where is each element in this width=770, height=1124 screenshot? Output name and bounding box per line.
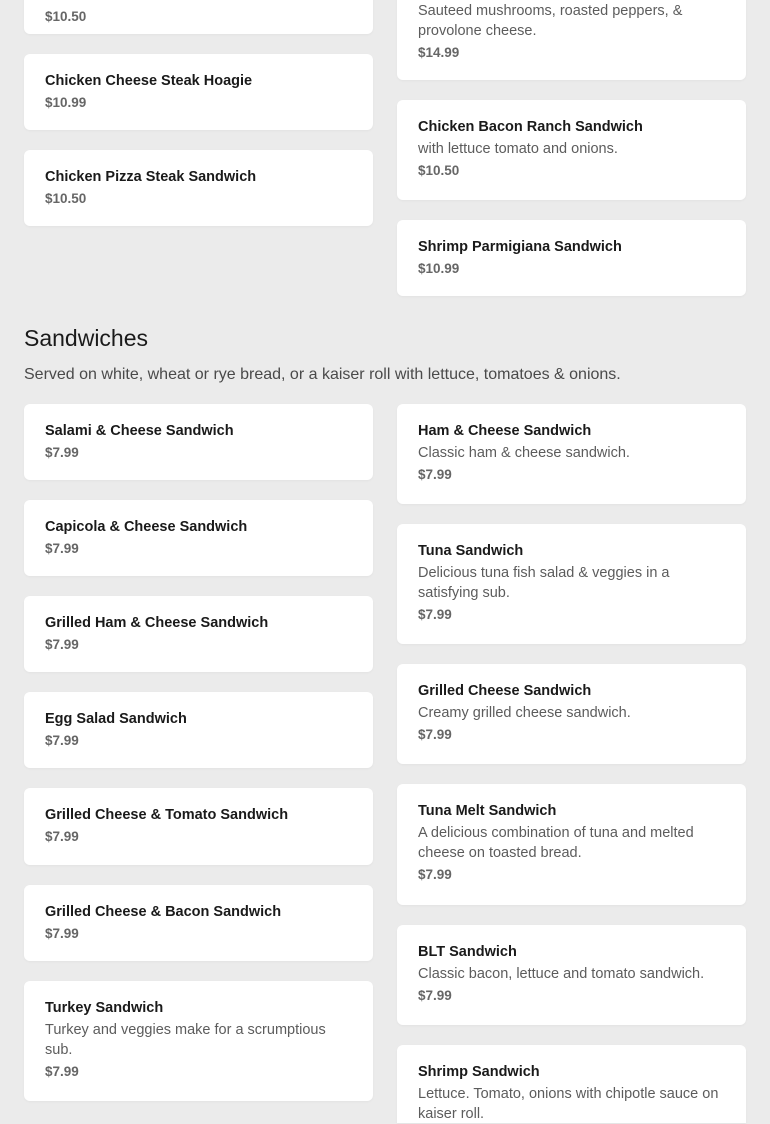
item-price: $7.99 [45, 829, 79, 844]
item-name: Shrimp Sandwich [418, 1064, 540, 1080]
menu-item-card[interactable] [24, 981, 373, 1101]
item-price: $7.99 [45, 541, 79, 556]
item-price: $10.99 [45, 95, 87, 110]
menu-item-card[interactable] [24, 404, 373, 480]
item-price: $7.99 [45, 926, 79, 941]
item-name: Ham & Cheese Sandwich [418, 423, 592, 439]
menu-item-card[interactable] [24, 54, 373, 130]
menu-item-card[interactable] [397, 664, 746, 764]
menu-item-card[interactable] [397, 220, 746, 296]
item-name: Egg Salad Sandwich [45, 711, 187, 727]
item-description: Classic ham & cheese sandwich. [418, 445, 630, 461]
item-name: Tuna Sandwich [418, 543, 524, 559]
menu-item-card[interactable] [397, 404, 746, 504]
item-name: Shrimp Parmigiana Sandwich [418, 239, 622, 255]
item-name: Salami & Cheese Sandwich [45, 423, 234, 439]
menu-item-card[interactable] [24, 150, 373, 226]
item-price: $10.50 [45, 9, 87, 24]
item-price: $7.99 [418, 867, 452, 882]
menu-item-card[interactable] [397, 100, 746, 200]
item-price: $7.99 [45, 1064, 79, 1079]
item-price: $7.99 [45, 637, 79, 652]
item-price: $14.99 [418, 45, 460, 60]
menu-item-card[interactable] [24, 885, 373, 961]
item-price: $7.99 [418, 988, 452, 1003]
menu-item-card[interactable] [397, 0, 746, 80]
item-price: $10.50 [45, 191, 87, 206]
item-name: Grilled Cheese Sandwich [418, 683, 592, 699]
menu-item-card[interactable] [24, 788, 373, 865]
section-title: Sandwiches [24, 325, 149, 351]
item-price: $10.50 [418, 163, 460, 178]
menu-item-card[interactable] [397, 925, 746, 1025]
item-description: A delicious combination of tuna and melted cheese on toasted bread. [418, 825, 694, 861]
item-description: Classic bacon, lettuce and tomato sandwich. [418, 966, 705, 982]
item-name: Turkey Sandwich [45, 1000, 164, 1016]
item-price: $7.99 [418, 727, 452, 742]
item-name: Chicken Pizza Steak Sandwich [45, 169, 257, 185]
menu-item-card[interactable] [397, 524, 746, 644]
item-name: Chicken Bacon Ranch Sandwich [418, 119, 643, 135]
menu-item-card[interactable] [24, 0, 373, 34]
item-name: Grilled Cheese & Tomato Sandwich [45, 807, 289, 823]
item-description: Delicious tuna fish salad & veggies in a satisfying sub. [418, 565, 670, 601]
section-description: Served on white, wheat or rye bread, or a kaiser roll with lettuce, tomatoes & onions. [24, 366, 621, 383]
item-description: Lettuce. Tomato, onions with chipotle sauce on kaiser roll. [418, 1086, 719, 1122]
item-description: Sauteed mushrooms, roasted peppers, & provolone cheese. [418, 3, 683, 39]
item-price: $7.99 [45, 733, 79, 748]
menu-item-card[interactable] [24, 596, 373, 672]
item-description: Turkey and veggies make for a scrumptious sub. [45, 1022, 326, 1058]
item-name: Tuna Melt Sandwich [418, 803, 557, 819]
item-price: $10.99 [418, 261, 460, 276]
item-description: Creamy grilled cheese sandwich. [418, 705, 631, 721]
menu-item-card[interactable] [24, 500, 373, 576]
item-price: $7.99 [45, 445, 79, 460]
menu-item-card[interactable] [397, 1045, 746, 1123]
menu-item-card[interactable] [24, 692, 373, 768]
item-name: Capicola & Cheese Sandwich [45, 519, 248, 535]
item-name: Grilled Cheese & Bacon Sandwich [45, 904, 282, 920]
item-price: $7.99 [418, 607, 452, 622]
item-description: with lettuce tomato and onions. [418, 141, 618, 157]
menu-item-card[interactable] [397, 784, 746, 905]
item-name: Grilled Ham & Cheese Sandwich [45, 615, 269, 631]
item-name: Chicken Cheese Steak Hoagie [45, 73, 253, 89]
item-name: BLT Sandwich [418, 944, 517, 960]
item-price: $7.99 [418, 467, 452, 482]
